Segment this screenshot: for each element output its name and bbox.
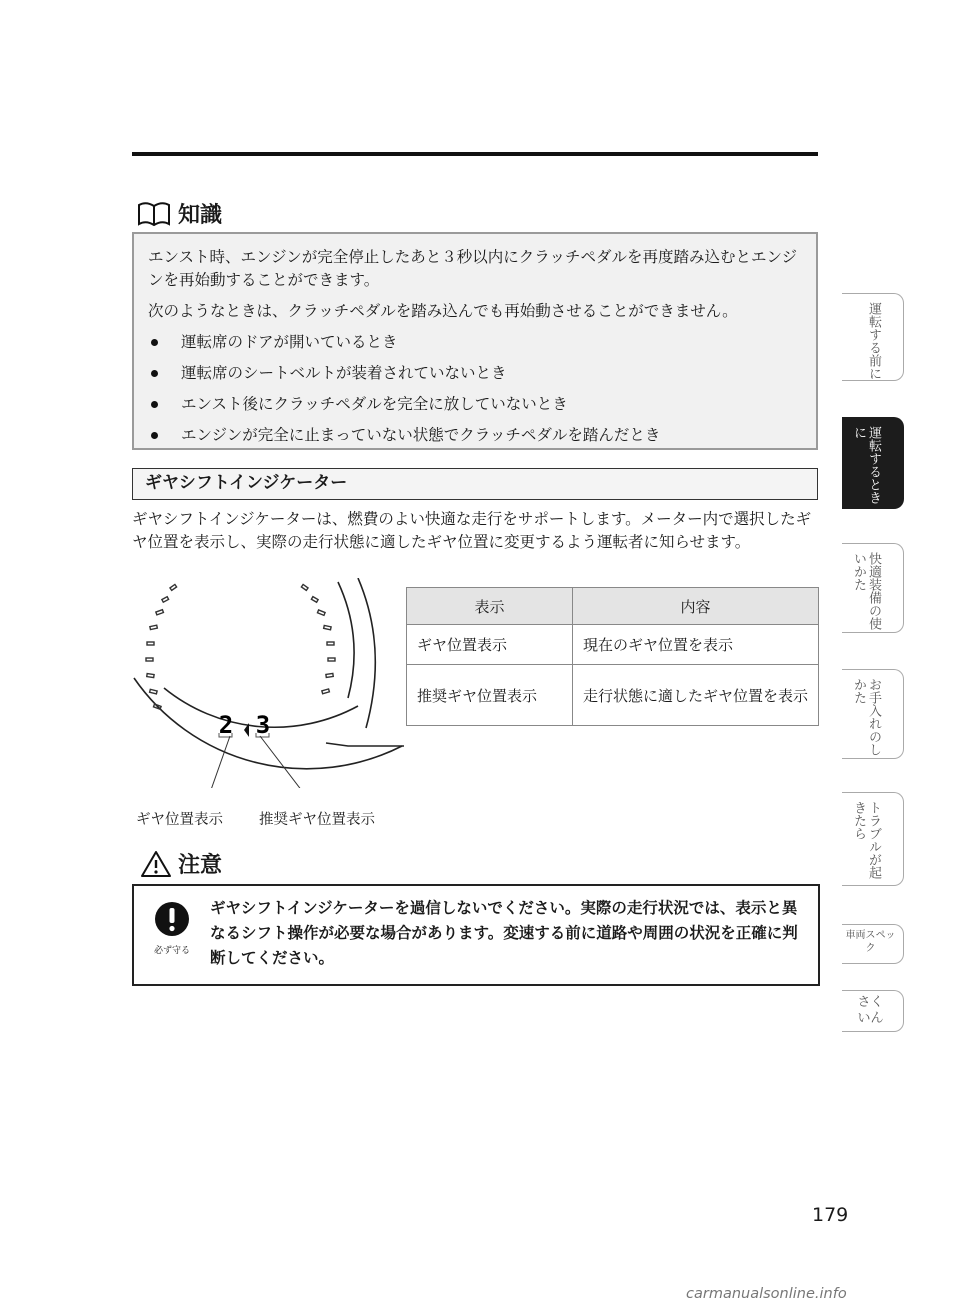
list-item: 運転席のドアが開いているとき xyxy=(148,331,802,354)
must-observe-caption: 必ず守る xyxy=(153,946,190,956)
left-scale-ticks xyxy=(146,584,177,709)
table-cell: 推奨ギヤ位置表示 xyxy=(407,665,573,726)
current-gear-digit: 2 xyxy=(218,711,234,739)
table-cell: ギヤ位置表示 xyxy=(407,625,573,665)
tab-comfort-equipment[interactable] xyxy=(842,543,904,633)
table-cell: 走行状態に適したギヤ位置を表示 xyxy=(573,665,819,726)
exclamation-icon xyxy=(153,900,191,938)
tab-label: 快適装備の使いかた xyxy=(851,552,881,630)
list-item: エンスト後にクラッチペダルを完全に放していないとき xyxy=(148,393,802,416)
tab-index[interactable] xyxy=(842,990,904,1032)
book-icon xyxy=(136,200,172,228)
knowledge-para-2: 次のようなときは、クラッチペダルを踏み込んでも再始動させることができません。 xyxy=(148,302,738,320)
list-item: 運転席のシートベルトが装着されていないとき xyxy=(148,362,802,385)
label-recommended-gear: 推奨ギヤ位置表示 xyxy=(259,812,375,828)
tab-before-driving[interactable] xyxy=(842,293,904,381)
tab-specifications[interactable] xyxy=(842,924,904,964)
tab-while-driving[interactable] xyxy=(842,417,904,509)
right-scale-ticks xyxy=(301,584,335,693)
tab-label: お手入れのしかた xyxy=(851,678,881,756)
knowledge-list xyxy=(148,331,802,447)
section-heading: ギヤシフトインジケーター xyxy=(132,468,818,500)
caution-box xyxy=(132,884,820,986)
knowledge-title: 知識 xyxy=(178,203,223,228)
page-number: 179 xyxy=(812,1204,849,1226)
tab-maintenance[interactable] xyxy=(842,669,904,759)
caution-title: 注意 xyxy=(178,853,223,878)
warning-icon xyxy=(140,850,172,878)
section-body: ギヤシフトインジケーターは、燃費のよい快適な走行をサポートします。メーター内で選択したギヤ位置を表示し、実際の走行状態に適したギヤ位置に変更するよう運転者に知らせます。 xyxy=(132,510,812,551)
tab-label: 運転する前に xyxy=(866,302,881,380)
knowledge-heading xyxy=(136,198,222,229)
caution-text: ギヤシフトインジケーターを過信しないでください。実際の走行状況では、表示と異なるシフト操作が必要な場合があります。変速する前に道路や周囲の状況を正確に判断してください。 xyxy=(210,899,798,967)
tab-label: 車両スペック xyxy=(845,930,896,954)
watermark: carmanualsonline.info xyxy=(686,1286,847,1302)
tab-label: さくいん xyxy=(857,995,884,1026)
label-gear-position: ギヤ位置表示 xyxy=(136,812,223,828)
caution-heading xyxy=(140,848,222,879)
gear-indicator-table xyxy=(406,587,819,726)
table-cell: 現在のギヤ位置を表示 xyxy=(573,625,819,665)
tab-label: 運転するときに xyxy=(851,426,881,504)
header-display: 表示 xyxy=(407,588,573,625)
table-row xyxy=(407,665,819,726)
table-header-row xyxy=(407,588,819,625)
must-observe-badge xyxy=(148,900,196,957)
list-item: エンジンが完全に止まっていない状態でクラッチペダルを踏んだとき xyxy=(148,424,802,447)
top-rule xyxy=(132,152,818,156)
meter-illustration xyxy=(126,578,404,788)
knowledge-box xyxy=(132,232,818,450)
header-content: 内容 xyxy=(573,588,819,625)
table-row xyxy=(407,625,819,665)
tab-label: トラブルが起きたら xyxy=(851,801,881,879)
knowledge-para-1: エンスト時、エンジンが完全停止したあと３秒以内にクラッチペダルを再度踏み込むとエンジンを再始動することができます。 xyxy=(148,248,798,289)
recommended-gear-digit: 3 xyxy=(255,711,271,739)
tab-troubleshooting[interactable] xyxy=(842,792,904,886)
